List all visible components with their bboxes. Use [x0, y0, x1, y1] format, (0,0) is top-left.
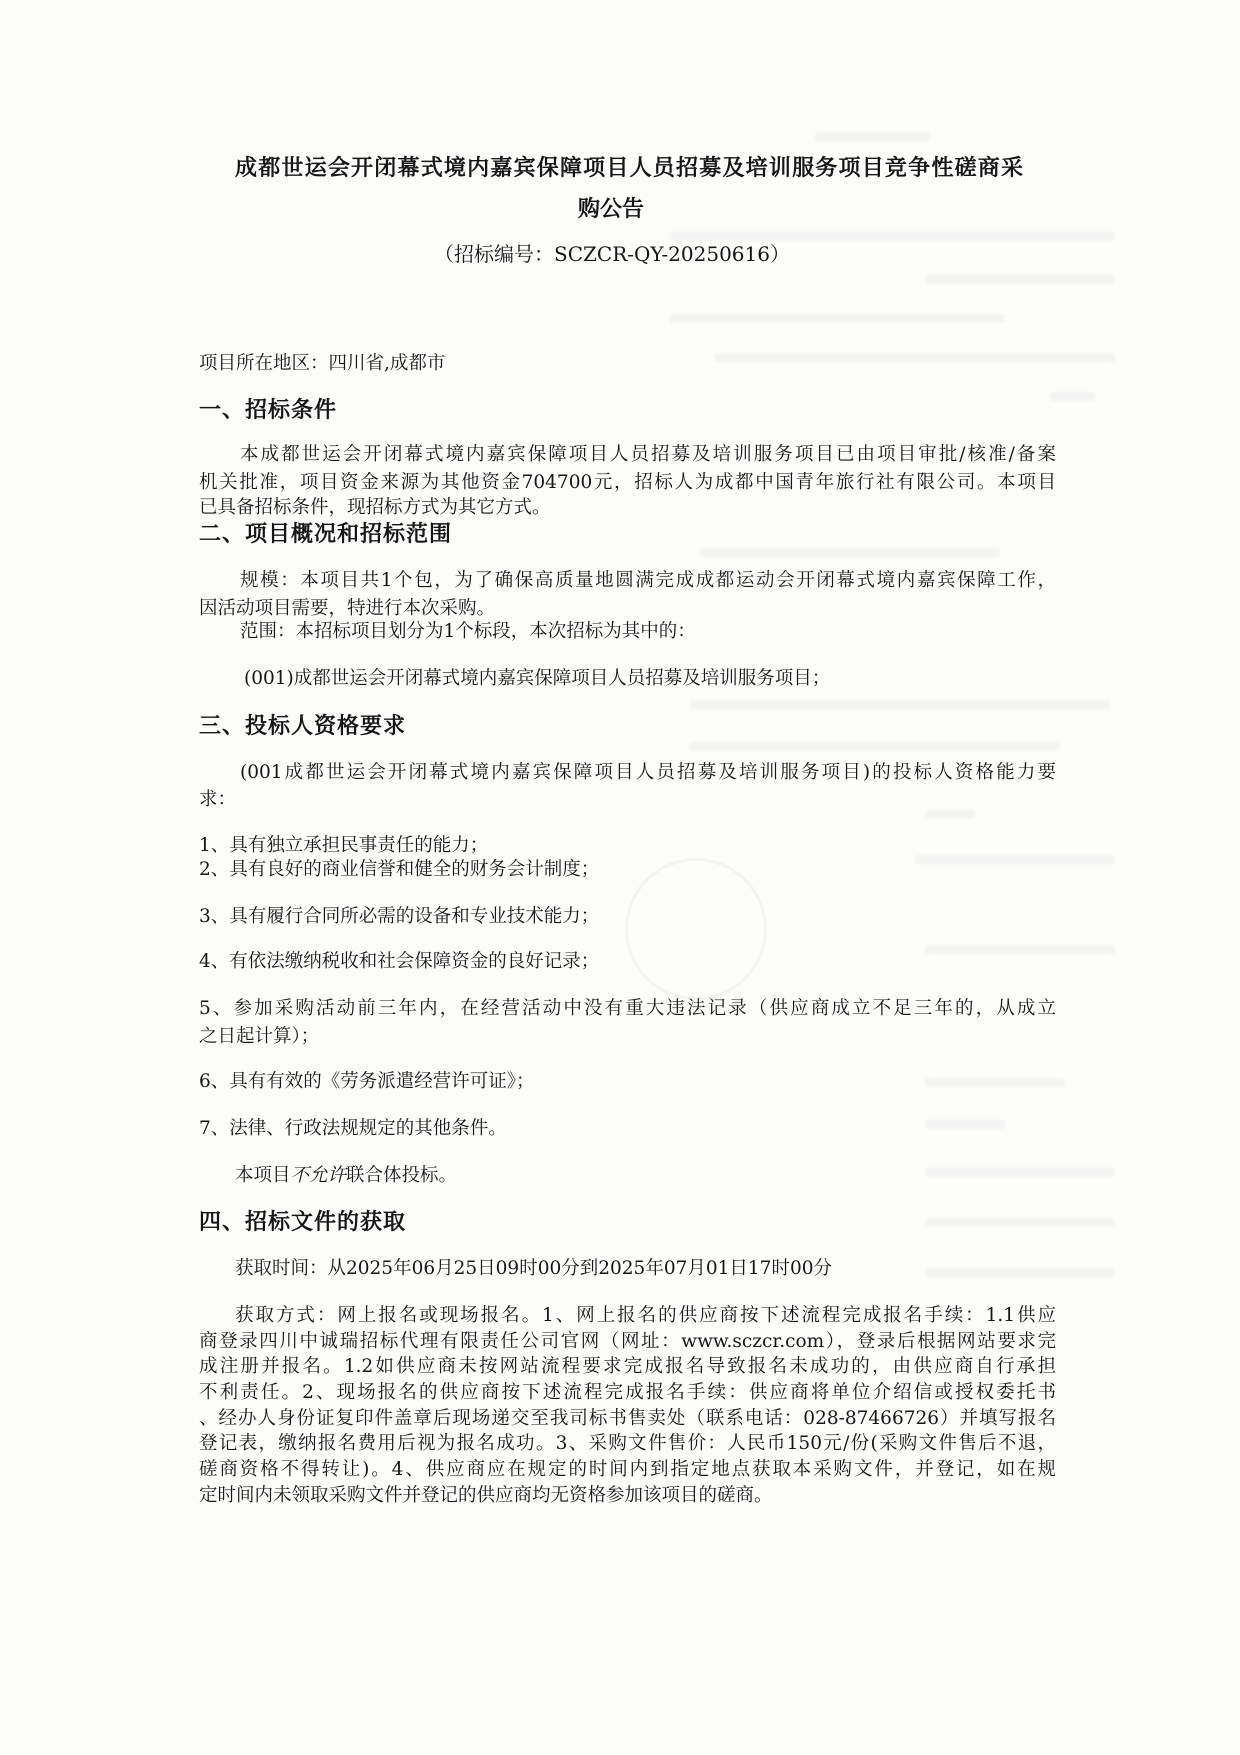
- bleed-through-mark: [925, 1268, 1115, 1277]
- paragraph-line: 已具备招标条件，现招标方式为其它方式。: [199, 497, 551, 518]
- project-location: 项目所在地区：四川省,成都市: [199, 353, 446, 374]
- bid-number: （招标编号：SCZCR-QY-20250616）: [434, 242, 790, 266]
- bleed-through-mark: [715, 353, 1115, 362]
- lot-item: (001)成都世运会开闭幕式境内嘉宾保障项目人员招募及培训服务项目；: [244, 668, 831, 689]
- acquisition-time: 获取时间：从2025年06月25日09时00分到2025年07月01日17时00分: [235, 1258, 832, 1279]
- bleed-through-mark: [700, 548, 1000, 557]
- bleed-through-mark: [925, 945, 1115, 954]
- paragraph-line: 本成都世运会开闭幕式境内嘉宾保障项目人员招募及培训服务项目已由项目审批/核准/备案: [240, 444, 1056, 465]
- requirement-item-continuation: 之日起计算）；: [199, 1026, 320, 1047]
- requirement-item: 6、具有有效的《劳务派遣经营许可证》；: [199, 1071, 535, 1092]
- section-heading-document-acquisition: 四、招标文件的获取: [199, 1209, 407, 1235]
- paragraph-line: 商登录四川中诚瑞招标代理有限责任公司官网（网址：www.sczcr.com），登录后根据网站要求完: [199, 1331, 1056, 1352]
- bleed-through-mark: [925, 1168, 1115, 1177]
- bleed-through-mark: [925, 1120, 1005, 1129]
- paragraph-line: 、经办人身份证复印件盖章后现场递交至我司标书售卖处（联系电话：028-87466726）并填写报名: [199, 1408, 1056, 1429]
- paragraph-line: 成注册并报名。1.2如供应商未按网站流程要求完成报名导致报名未成功的，由供应商自行承担: [199, 1356, 1056, 1377]
- requirement-item: 4、有依法缴纳税收和社会保障资金的良好记录；: [199, 951, 600, 972]
- document-title-line-1: 成都世运会开闭幕式境内嘉宾保障项目人员招募及培训服务项目竞争性磋商采: [235, 155, 1023, 181]
- bleed-through-mark: [690, 700, 1110, 709]
- paragraph-line: 机关批准，项目资金来源为其他资金704700元，招标人为成都中国青年旅行社有限公司。本项目: [199, 472, 1056, 493]
- faint-stamp-show-through: [625, 858, 767, 1000]
- consortium-prefix: 本项目: [235, 1165, 291, 1186]
- paragraph-line: 范围：本招标项目划分为1个标段，本次招标为其中的：: [240, 621, 696, 642]
- section-heading-bidding-conditions: 一、招标条件: [199, 397, 338, 423]
- requirement-item: 5、参加采购活动前三年内，在经营活动中没有重大违法记录（供应商成立不足三年的，从成立: [199, 998, 1056, 1019]
- paragraph-line: 获取方式：网上报名或现场报名。1、网上报名的供应商按下述流程完成报名手续：1.1供应: [235, 1305, 1056, 1326]
- consortium-statement: [235, 1164, 457, 1188]
- paragraph-line: 规模：本项目共1个包，为了确保高质量地圆满完成成都运动会开闭幕式境内嘉宾保障工作，: [240, 570, 1056, 591]
- section-heading-bidder-qualifications: 三、投标人资格要求: [199, 713, 407, 739]
- section-heading-project-overview: 二、项目概况和招标范围: [199, 521, 453, 547]
- requirement-item: 1、具有独立承担民事责任的能力；: [199, 835, 489, 856]
- paragraph-line: 求：: [199, 789, 237, 810]
- bleed-through-mark: [925, 810, 975, 819]
- consortium-suffix: 联合体投标。: [346, 1165, 458, 1186]
- bleed-through-mark: [925, 1078, 1065, 1087]
- requirement-item: 7、法律、行政法规规定的其他条件。: [199, 1118, 507, 1139]
- paragraph-line: 定时间内未领取采购文件并登记的供应商均无资格参加该项目的磋商。: [199, 1485, 773, 1506]
- paragraph-line: 磋商资格不得转让)。4、供应商应在规定的时间内到指定地点获取本采购文件，并登记，如在规: [199, 1459, 1056, 1480]
- bleed-through-mark: [670, 314, 1005, 323]
- requirement-item: 3、具有履行合同所必需的设备和专业技术能力；: [199, 906, 600, 927]
- paragraph-line: 登记表，缴纳报名费用后视为报名成功。3、采购文件售价：人民币150元/份(采购文件售后不退，: [199, 1433, 1056, 1454]
- document-title-line-2: 购公告: [577, 196, 644, 222]
- bleed-through-mark: [690, 742, 1060, 751]
- bleed-through-mark: [1050, 392, 1095, 401]
- bleed-through-mark: [815, 132, 930, 141]
- paragraph-line: 不利责任。2、现场报名的供应商按下述流程完成报名手续：供应商将单位介绍信或授权委托书: [199, 1382, 1056, 1403]
- requirement-item: 2、具有良好的商业信誉和健全的财务会计制度；: [199, 859, 600, 880]
- bleed-through-mark: [925, 1218, 1115, 1227]
- bleed-through-mark: [925, 275, 1115, 284]
- paragraph-line: 因活动项目需要，特进行本次采购。: [199, 598, 496, 619]
- bleed-through-mark: [915, 855, 1115, 864]
- paragraph-line: (001成都世运会开闭幕式境内嘉宾保障项目人员招募及培训服务项目)的投标人资格能力要: [240, 762, 1056, 783]
- consortium-emphasis: 不允许: [290, 1165, 347, 1186]
